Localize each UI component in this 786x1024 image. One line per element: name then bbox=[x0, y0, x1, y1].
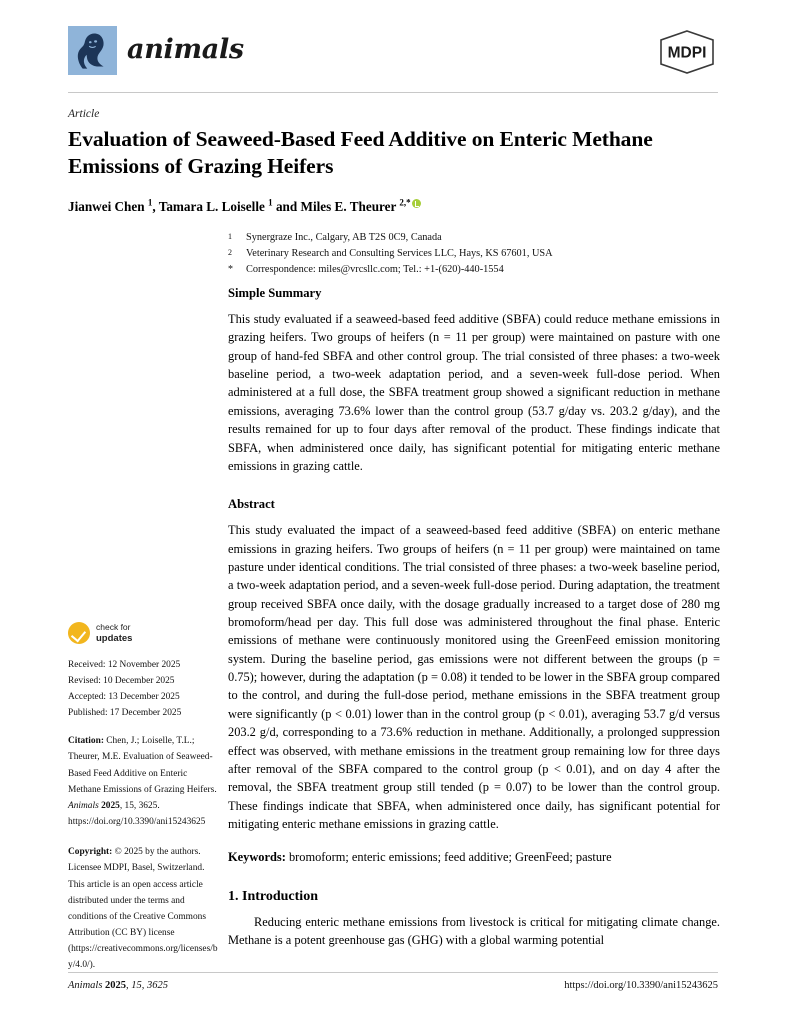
footer-journal: Animals bbox=[68, 980, 103, 991]
check-for-updates-line1: check for bbox=[96, 622, 131, 632]
check-for-updates-text bbox=[96, 622, 132, 645]
check-for-updates-badge[interactable] bbox=[68, 622, 218, 645]
main-content-column bbox=[228, 286, 720, 949]
citation-block bbox=[68, 733, 218, 830]
affiliation-marker: 1 bbox=[228, 232, 232, 241]
article-type-label: Article bbox=[68, 108, 100, 120]
correspondence-item bbox=[228, 262, 718, 278]
keywords-line bbox=[228, 848, 720, 866]
citation-volume-page: , 15, 3625. bbox=[119, 800, 160, 811]
simple-summary-body: This study evaluated if a seaweed-based feed additive (SBFA) could reduce methane emissions in grazing heifers. Two groups of heifers (n = 11 per group) were maintained on pasture with one group of hand-fed SBFA and other control group. The trial consisted of three phases: a two-week baseline period, a two-week adaptation period, and a seven-week full-dose period. When administered at a full dose, the SBFA treatment group showed a significant reduction in methane emissions, averaging 73.6% lower than the control group (53.7 g/day vs. 203.2 g/day), and the results remained for up to four days after removal of the product. These findings indicate that SBFA, when administered once daily, has significant potential for mitigating enteric methane emissions in grazing cattle. bbox=[228, 312, 720, 473]
introduction-body: Reducing enteric methane emissions from livestock is critical for mitigating climate change. Methane is a potent greenhouse gas (GHG) with a global warming potential bbox=[228, 914, 720, 948]
copyright-label: Copyright: bbox=[68, 847, 113, 858]
footer-doi-link[interactable]: https://doi.org/10.3390/ani15243625 bbox=[564, 980, 718, 991]
citation-doi-link[interactable]: https://doi.org/10.3390/ani15243625 bbox=[68, 817, 206, 828]
sidebar-metadata bbox=[68, 622, 218, 988]
journal-logo bbox=[68, 26, 244, 75]
date-accepted: Accepted: 13 December 2025 bbox=[68, 691, 180, 702]
mdpi-logo-icon bbox=[656, 28, 718, 76]
correspondence-marker: * bbox=[228, 263, 233, 275]
header-divider bbox=[68, 92, 718, 93]
animals-gorilla-logo-icon bbox=[68, 26, 117, 75]
page-footer bbox=[68, 980, 718, 991]
keywords-label: Keywords: bbox=[228, 850, 286, 865]
page-header bbox=[68, 26, 718, 82]
affiliation-text: Synergraze Inc., Calgary, AB T2S 0C9, Canada bbox=[246, 232, 442, 243]
simple-summary-heading: Simple Summary bbox=[228, 286, 322, 300]
date-published: Published: 17 December 2025 bbox=[68, 708, 182, 719]
date-revised: Revised: 10 December 2025 bbox=[68, 675, 175, 686]
author-list bbox=[68, 197, 718, 215]
citation-label: Citation: bbox=[68, 736, 104, 747]
footer-issue: , 15, 3625 bbox=[126, 980, 169, 991]
date-received: Received: 12 November 2025 bbox=[68, 659, 181, 670]
copyright-block bbox=[68, 844, 218, 973]
footer-year: 2025 bbox=[105, 980, 127, 991]
checkmark-icon bbox=[68, 622, 90, 644]
affiliation-text: Veterinary Research and Consulting Services LLC, Hays, KS 67601, USA bbox=[246, 247, 553, 259]
footer-divider bbox=[68, 972, 718, 973]
svg-text:MDPI: MDPI bbox=[667, 44, 707, 62]
page-title: Evaluation of Seaweed-Based Feed Additive on Enteric Methane Emissions of Grazing Heifers bbox=[68, 127, 653, 179]
journal-name: animals bbox=[127, 34, 244, 65]
footer-citation bbox=[68, 980, 168, 991]
affiliation-item bbox=[228, 246, 718, 262]
copyright-text: © 2025 by the authors. Licensee MDPI, Basel, Switzerland. This article is an open access article distributed under the terms and conditions of the Creative Commons Attribution (CC BY) license (https://creativecommons.org/licenses/by/4.0/). bbox=[68, 847, 218, 971]
correspondence-text: Correspondence: miles@vrcsllc.com; Tel.: +1-(620)-440-1554 bbox=[246, 263, 504, 275]
citation-year: 2025 bbox=[101, 800, 120, 811]
orcid-icon[interactable] bbox=[412, 199, 421, 208]
abstract-body: This study evaluated the impact of a seaweed-based feed additive (SBFA) on enteric methane emissions in grazing heifers. Two groups of heifers (n = 11 per group) were maintained on tame pasture under identical conditions. The trial consisted of three phases: a two-week baseline period, a two-week adaptation period, and a seven-week full-dose period. During adaptation, the treatment group received SBFA once daily, with the dosage gradually increased to a target dose of 280 mg bromoform/head per day. This full dose was administered throughout the final phase. Enteric emissions of methane were continuously monitored using the GreenFeed emission monitoring system. During the baseline period, gas emissions were not different between the groups (p = 0.75); however, during the adaptation (p = 0.08) it tended to be lower in the SBFA group compared to the control, and during the full-dose period, methane emissions in the SBFA treatment group were significantly (p < 0.01) lower than in the control group (p < 0.01), averaging 53.7 g/d versus 203.2 g/d, corresponding to a 73.6% reduction in methane. Additionally, a prolonged suppression effect was observed, with methane emissions in the treatment group remaining low for three days after removal of the SBFA compared to the control group (p < 0.01), and on day 4 after the removal, the SBFA treatment group still tended (p = 0.07) to be lower than the control group. These findings indicate that SBFA, when administered once daily, has significant potential for mitigating enteric methane emissions in grazing cattle. bbox=[228, 523, 720, 831]
introduction-heading: 1. Introduction bbox=[228, 888, 318, 904]
keywords-value: bromoform; enteric emissions; feed additive; GreenFeed; pasture bbox=[288, 850, 612, 865]
title-block bbox=[68, 108, 718, 215]
citation-text: Chen, J.; Loiselle, T.L.; Theurer, M.E. Evaluation of Seaweed-Based Feed Additive on Enteric Methane Emissions of Grazing Heifers. bbox=[68, 736, 217, 795]
affiliations bbox=[228, 230, 718, 278]
affiliation-item bbox=[228, 230, 718, 246]
publication-dates bbox=[68, 657, 218, 722]
citation-journal: Animals bbox=[68, 800, 99, 811]
author-names-html: Jianwei Chen $^1$, Tamara L. Loiselle $^1$ and Miles E. Theurer $^{2,*}$ bbox=[68, 197, 411, 214]
check-for-updates-line2: updates bbox=[96, 632, 133, 644]
affiliation-marker: 2 bbox=[228, 247, 232, 257]
abstract-heading: Abstract bbox=[228, 497, 275, 512]
